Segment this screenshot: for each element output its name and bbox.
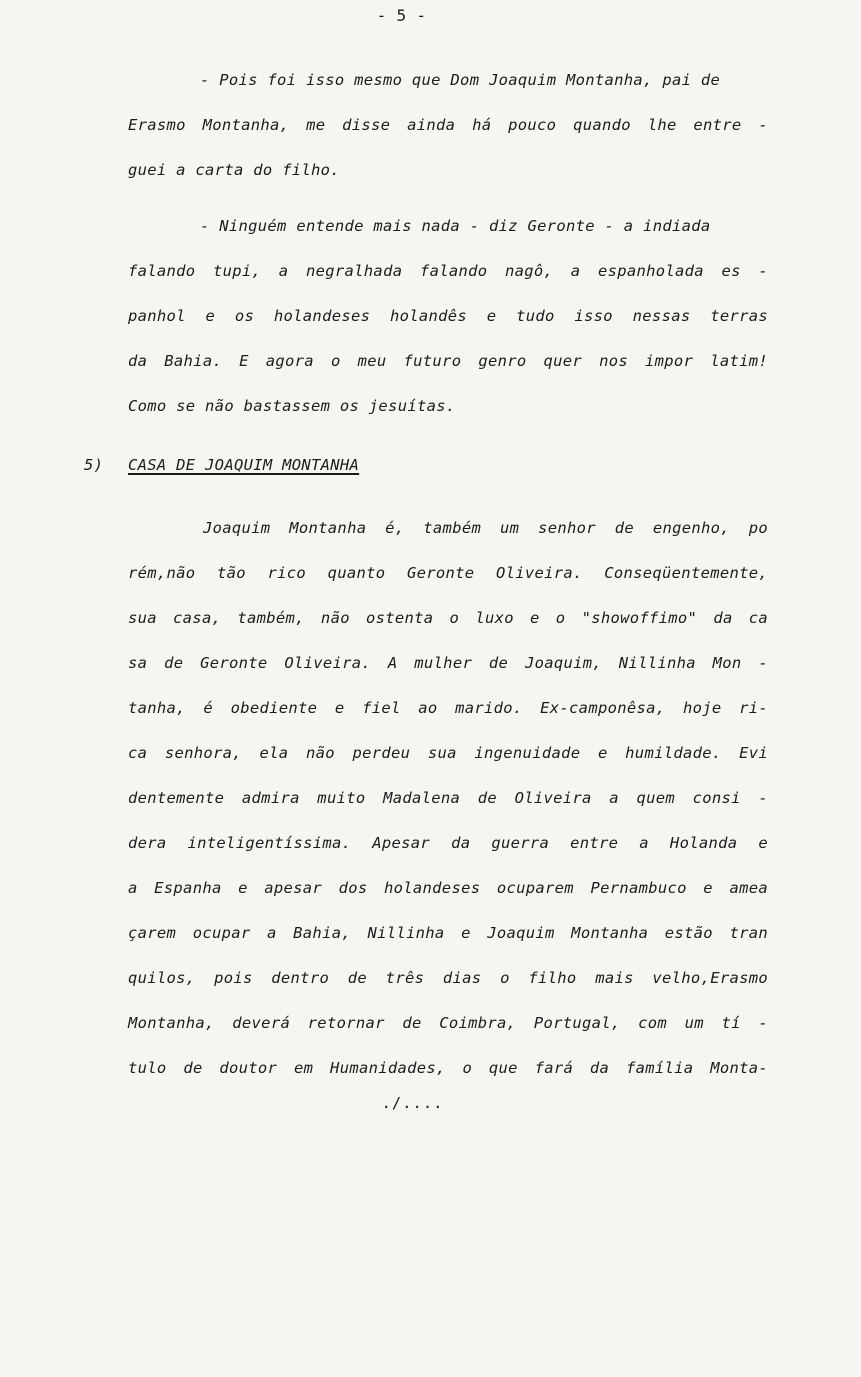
text-line: - Ninguém entende mais nada - diz Geronte - a indiada [200,217,711,235]
page-number: - 5 - [376,6,427,25]
text-line: da Bahia. E agora o meu futuro genro quer nos impor latim! [128,352,768,370]
text-line: Como se não bastassem os jesuítas. [128,397,456,415]
text-line: çarem ocupar a Bahia, Nillinha e Joaquim Montanha estão tran [128,924,768,942]
text-line: quilos, pois dentro de três dias o filho mais velho,Erasmo [128,969,768,987]
text-line: falando tupi, a negralhada falando nagô, a espanholada es - [128,262,768,280]
text-line: Joaquim Montanha é, também um senhor de engenho, po [203,519,768,537]
text-line: panhol e os holandeses holandês e tudo isso nessas terras [128,307,768,325]
text-line: dera inteligentíssima. Apesar da guerra entre a Holanda e [128,834,768,852]
text-line: dentemente admira muito Madalena de Oliveira a quem consi - [128,789,768,807]
section-number: 5) [84,456,104,474]
dialogue-paragraph-2 [128,204,768,429]
text-line: Erasmo Montanha, me disse ainda há pouco quando lhe entre - [128,116,768,134]
text-line: Montanha, deverá retornar de Coimbra, Portugal, com um tí - [128,1014,768,1032]
dialogue-paragraph-1 [128,58,768,193]
text-line: tulo de doutor em Humanidades, o que fará da família Monta- [128,1059,768,1077]
section-paragraph [128,506,768,1091]
text-line: sua casa, também, não ostenta o luxo e o "showoffimo" da ca [128,609,768,627]
section-heading [84,452,359,478]
text-line: tanha, é obediente e fiel ao marido. Ex-camponêsa, hoje ri- [128,699,768,717]
continuation-mark: ./.... [381,1094,444,1112]
text-line: - Pois foi isso mesmo que Dom Joaquim Montanha, pai de [200,71,721,89]
section-title: CASA DE JOAQUIM MONTANHA [128,456,360,474]
text-line: ca senhora, ela não perdeu sua ingenuidade e humildade. Evi [128,744,768,762]
text-line: a Espanha e apesar dos holandeses ocuparem Pernambuco e amea [128,879,768,897]
text-line: sa de Geronte Oliveira. A mulher de Joaquim, Nillinha Mon - [128,654,768,672]
text-line: guei a carta do filho. [128,161,340,179]
text-line: rém,não tão rico quanto Geronte Oliveira. Conseqüentemente, [128,564,768,582]
